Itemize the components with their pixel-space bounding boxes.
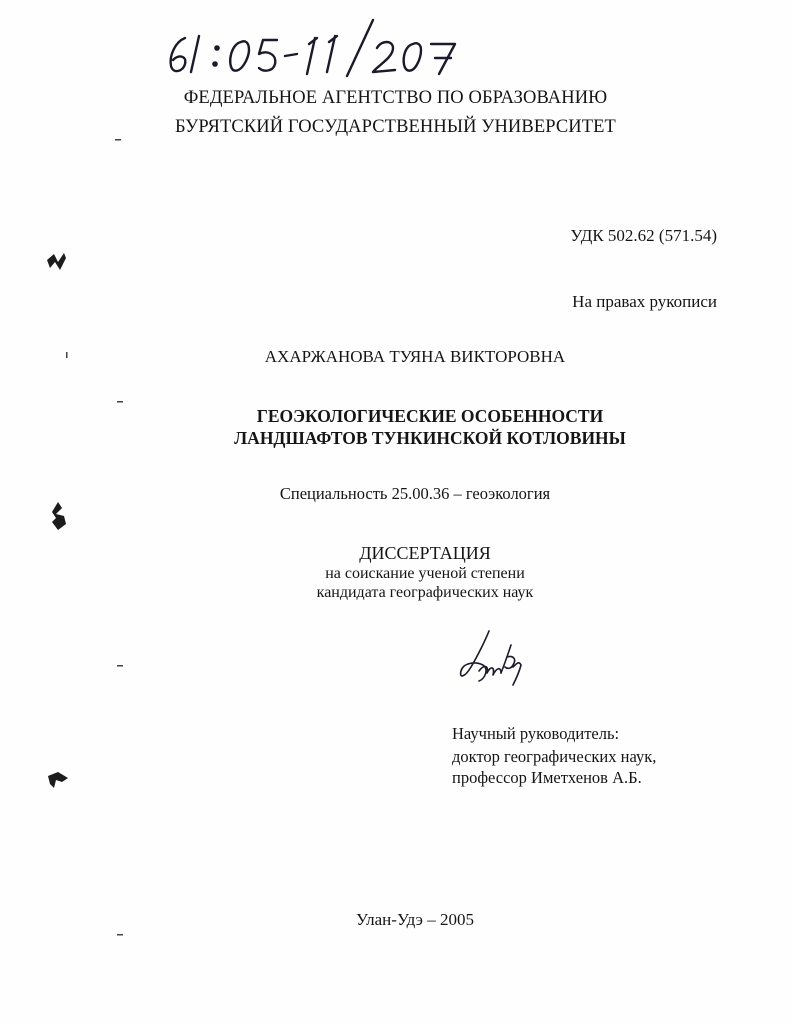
scan-dot <box>117 933 125 937</box>
specialty-line: Специальность 25.00.36 – геоэкология <box>279 484 551 503</box>
scan-artifact-mark <box>46 770 70 792</box>
scan-dot <box>64 352 70 360</box>
university-name: БУРЯТСКИЙ ГОСУДАРСТВЕННЫЙ УНИВЕРСИТЕТ <box>175 117 616 137</box>
scan-artifact-mark <box>44 250 70 274</box>
scan-dot <box>115 138 123 142</box>
thesis-title-line-2: ЛАНДШАФТОВ ТУНКИНСКОЙ КОТЛОВИНЫ <box>234 428 626 448</box>
signature-image <box>455 627 535 689</box>
advisor-name: профессор Иметхенов А.Б. <box>452 768 642 787</box>
degree-line-1: на соискание ученой степени <box>325 565 525 582</box>
document-type-heading: ДИССЕРТАЦИЯ <box>359 543 491 563</box>
advisor-degree: доктор географических наук, <box>452 747 657 766</box>
handwritten-archive-number <box>155 14 485 80</box>
city-and-year: Улан-Удэ – 2005 <box>356 910 474 929</box>
degree-line-2: кандидата географических наук <box>316 584 534 601</box>
scan-artifact-mark <box>48 500 72 534</box>
udc-code: УДК 502.62 (571.54) <box>570 226 717 245</box>
agency-name: ФЕДЕРАЛЬНОЕ АГЕНТСТВО ПО ОБРАЗОВАНИЮ <box>183 88 608 108</box>
thesis-title-line-1: ГЕОЭКОЛОГИЧЕСКИЕ ОСОБЕННОСТИ <box>256 406 604 426</box>
author-name: АХАРЖАНОВА ТУЯНА ВИКТОРОВНА <box>264 347 566 366</box>
scan-dot <box>117 400 125 404</box>
manuscript-rights-note: На правах рукописи <box>572 292 717 311</box>
scan-dot <box>117 664 125 668</box>
advisor-label: Научный руководитель: <box>452 724 620 743</box>
